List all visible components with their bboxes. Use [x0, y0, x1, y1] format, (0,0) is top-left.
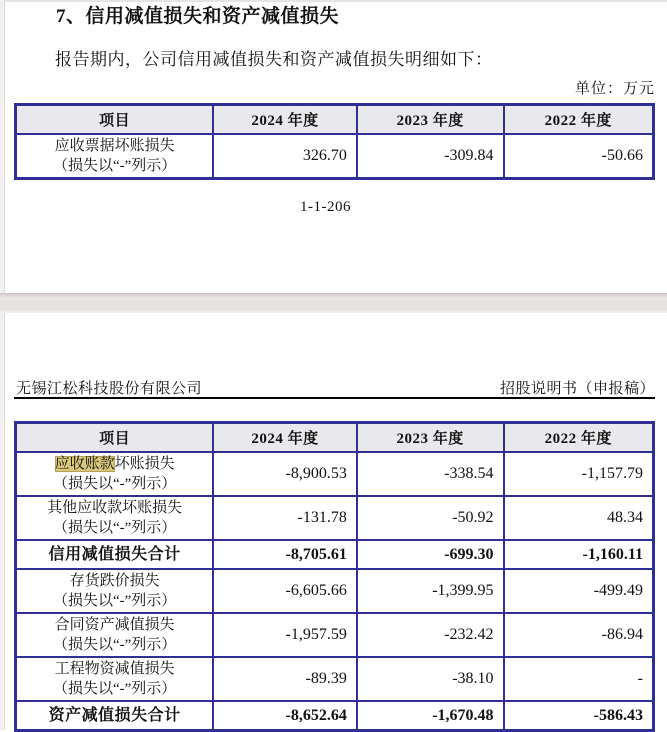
table-row-contract-assets — [16, 613, 654, 657]
value-2023: -50.92 — [357, 496, 504, 540]
col-header-2022: 2022 年度 — [504, 423, 654, 453]
value-2022: -50.66 — [504, 134, 654, 179]
table-row-asset-loss-total — [16, 701, 654, 731]
impairment-table-page2 — [14, 421, 655, 732]
value-2024: -6,605.66 — [213, 569, 357, 613]
item-cell: 资产减值损失合计 — [16, 701, 214, 731]
table-header-row — [16, 105, 654, 135]
item-line2: （损失以“-”列示） — [52, 476, 177, 492]
item-line1: 合同资产减值损失 — [54, 617, 175, 633]
item-line1: 应收票据坏账损失 — [54, 138, 175, 154]
value-2022: -499.49 — [504, 569, 654, 613]
item-line2: （损失以“-”列示） — [52, 593, 177, 609]
value-2022: -586.43 — [504, 701, 654, 731]
running-header-company: 无锡江松科技股份有限公司 — [16, 381, 203, 397]
value-2023: -232.42 — [357, 613, 504, 657]
section-heading: 7、信用减值损失和资产减值损失 — [56, 6, 340, 27]
viewer-left-page-edge — [0, 0, 5, 730]
item-cell — [16, 134, 214, 179]
item-line1: 存货跌价损失 — [69, 573, 160, 589]
value-2024: -8,705.61 — [213, 540, 357, 569]
value-2023: -1,399.95 — [357, 569, 504, 613]
col-header-2023: 2023 年度 — [357, 105, 504, 135]
running-header-doc-type: 招股说明书（申报稿） — [499, 381, 655, 397]
value-2024: -8,652.64 — [213, 701, 357, 731]
item-line1 — [17, 454, 212, 474]
value-2024: -1,957.59 — [213, 613, 357, 657]
value-2023: -1,670.48 — [357, 701, 504, 731]
value-2024: -131.78 — [213, 496, 357, 540]
value-2022: 48.34 — [504, 496, 654, 540]
item-cell — [16, 569, 214, 613]
item-cell — [16, 496, 214, 540]
item-line1: 工程物资减值损失 — [54, 661, 175, 677]
col-header-item: 项目 — [16, 105, 214, 135]
value-2022: -86.94 — [504, 613, 654, 657]
value-2023: -38.10 — [357, 657, 504, 701]
value-2022: -1,157.79 — [504, 452, 654, 496]
impairment-table-page1 — [14, 103, 655, 180]
value-2024: -89.39 — [213, 657, 357, 701]
col-header-2023: 2023 年度 — [357, 423, 504, 453]
item-line2: （损失以“-”列示） — [52, 681, 177, 697]
table-row-engineering-materials — [16, 657, 654, 701]
item-cell — [16, 657, 214, 701]
running-header-rule — [14, 397, 655, 399]
value-2022: - — [504, 657, 654, 701]
unit-label: 单位：万元 — [574, 81, 655, 97]
col-header-2022: 2022 年度 — [504, 105, 654, 135]
table-row — [16, 134, 654, 179]
value-2023: -699.30 — [357, 540, 504, 569]
value-2023: -309.84 — [357, 134, 504, 179]
col-header-2024: 2024 年度 — [213, 423, 357, 453]
item-line2: （损失以“-”列示） — [52, 158, 177, 174]
table-row-other-receivables — [16, 496, 654, 540]
item-line1-rest: 坏账损失 — [114, 456, 175, 472]
value-2024: 326.70 — [213, 134, 357, 179]
item-line2: （损失以“-”列示） — [52, 637, 177, 653]
col-header-2024: 2024 年度 — [213, 105, 357, 135]
value-2024: -8,900.53 — [213, 452, 357, 496]
value-2022: -1,160.11 — [504, 540, 654, 569]
item-cell — [16, 452, 214, 496]
item-cell: 信用减值损失合计 — [16, 540, 214, 569]
page-number: 1-1-206 — [300, 199, 351, 215]
search-highlight: 应收账款 — [54, 456, 115, 472]
table-row-inventory — [16, 569, 654, 613]
value-2023: -338.54 — [357, 452, 504, 496]
item-cell — [16, 613, 214, 657]
item-line1: 其他应收款坏账损失 — [47, 500, 183, 516]
table-header-row — [16, 423, 654, 453]
page-break-divider — [0, 293, 667, 313]
intro-paragraph: 报告期内，公司信用减值损失和资产减值损失明细如下： — [55, 50, 493, 69]
col-header-item: 项目 — [16, 423, 214, 453]
table-row-credit-loss-total — [16, 540, 654, 569]
item-line2: （损失以“-”列示） — [52, 520, 177, 536]
table-row-accounts-receivable — [16, 452, 654, 496]
